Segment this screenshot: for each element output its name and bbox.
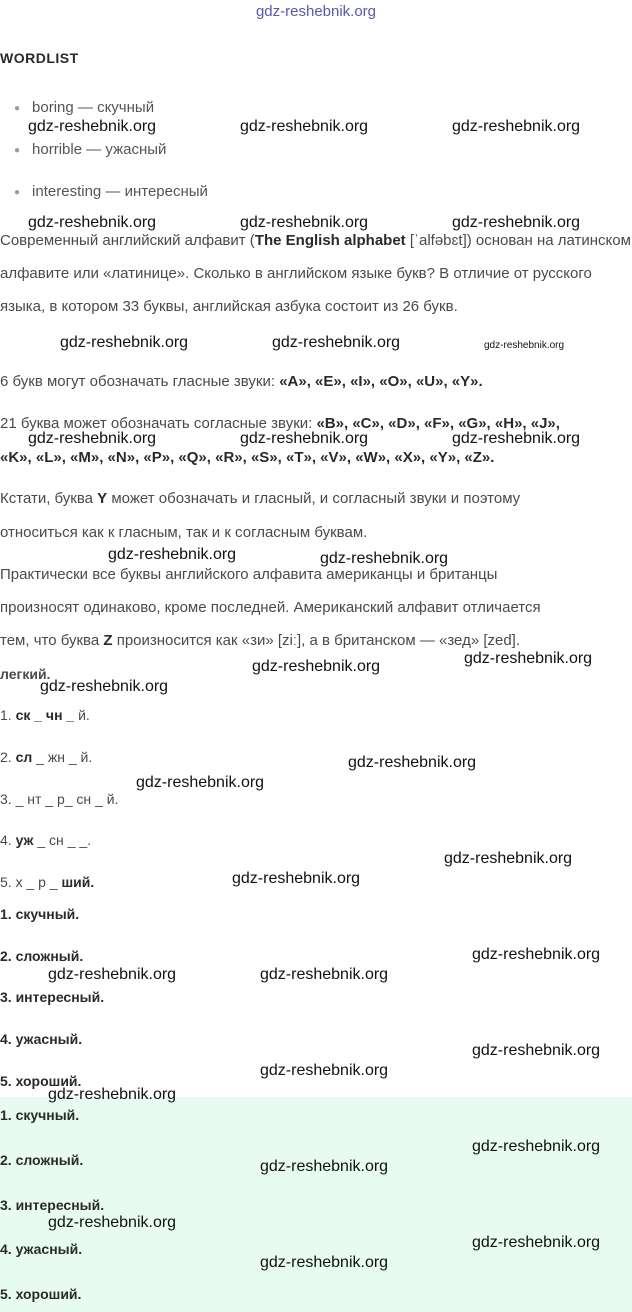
answer-panel-item: 1. скучный. [0, 1107, 80, 1123]
answer-item: 5. хороший. [0, 1073, 82, 1089]
wordlist-heading: WORDLIST [0, 50, 79, 66]
letter-y-line-1: Кстати, буква Y может обозначать и гласный, и согласный звуки и поэтому [0, 490, 521, 507]
exercise-level: легкий. [0, 666, 51, 682]
answer-item: 4. ужасный. [0, 1031, 83, 1047]
watermark: gdz-reshebnik.org [472, 946, 601, 963]
wordlist-item: ● boring — скучный [14, 99, 155, 116]
watermark: gdz-reshebnik.org [484, 340, 565, 351]
answer-panel-item: 5. хороший. [0, 1286, 82, 1302]
american-line-1: Практически все буквы английского алфавита американцы и британцы [0, 566, 498, 583]
watermark: gdz-reshebnik.org [452, 430, 581, 447]
watermark: gdz-reshebnik.org [48, 1214, 177, 1231]
watermark: gdz-reshebnik.org [240, 214, 369, 231]
watermark: gdz-reshebnik.org [232, 870, 361, 887]
watermark: gdz-reshebnik.org [252, 658, 381, 675]
american-line-3: тем, что буква Z произносится как «зи» [ziː], а в британском — «зед» [zed]. [0, 632, 521, 649]
watermark: gdz-reshebnik.org [48, 1086, 177, 1103]
american-line-2: произносят одинаково, кроме последней. Американский алфавит отличается [0, 599, 541, 616]
watermark: gdz-reshebnik.org [320, 550, 449, 567]
watermark: gdz-reshebnik.org [348, 754, 477, 771]
watermark: gdz-reshebnik.org [28, 118, 157, 135]
bullet-icon: ● [14, 144, 21, 156]
watermark: gdz-reshebnik.org [452, 118, 581, 135]
watermark: gdz-reshebnik.org [444, 850, 573, 867]
watermark: gdz-reshebnik.org [108, 546, 237, 563]
bullet-icon: ● [14, 186, 21, 198]
answer-panel-item: 2. сложный. [0, 1152, 84, 1168]
watermark: gdz-reshebnik.org [28, 214, 157, 231]
watermark: gdz-reshebnik.org [272, 334, 401, 351]
watermark: gdz-reshebnik.org [472, 1042, 601, 1059]
watermark: gdz-reshebnik.org [472, 1138, 601, 1155]
watermark: gdz-reshebnik.org [472, 1234, 601, 1251]
watermark: gdz-reshebnik.org [464, 650, 593, 667]
wordlist-item: ● horrible — ужасный [14, 141, 167, 158]
wordlist-item: ● interesting — интересный [14, 183, 208, 200]
exercise-item: 2. сл _ жн _ й. [0, 749, 93, 765]
watermark: gdz-reshebnik.org [240, 430, 369, 447]
watermark: gdz-reshebnik.org [260, 1062, 389, 1079]
watermark: gdz-reshebnik.org [260, 1158, 389, 1175]
exercise-item: 3. _ нт _ р_ сн _ й. [0, 791, 119, 807]
answer-panel-item: 4. ужасный. [0, 1241, 83, 1257]
letter-y-line-2: относиться как к гласным, так и к согласным буквам. [0, 524, 368, 541]
consonants-line-1: 21 буква может обозначать согласные звуки: «B», «C», «D», «F», «G», «H», «J», [0, 415, 560, 432]
exercise-item: 1. ск _ чн _ й. [0, 707, 90, 723]
watermark: gdz-reshebnik.org [260, 1254, 389, 1271]
watermark: gdz-reshebnik.org [260, 966, 389, 983]
top-watermark: gdz-reshebnik.org [255, 3, 377, 20]
watermark: gdz-reshebnik.org [40, 678, 169, 695]
watermark: gdz-reshebnik.org [240, 118, 369, 135]
watermark: gdz-reshebnik.org [60, 334, 189, 351]
bullet-icon: ● [14, 102, 21, 114]
answer-item: 3. интересный. [0, 989, 105, 1005]
answer-item: 2. сложный. [0, 948, 84, 964]
watermark: gdz-reshebnik.org [136, 774, 265, 791]
vowels-line: 6 букв могут обозначать гласные звуки: «A», «E», «I», «O», «U», «Y». [0, 373, 483, 390]
answer-item: 1. скучный. [0, 906, 80, 922]
answer-panel-item: 3. интересный. [0, 1197, 105, 1213]
exercise-item: 5. х _ р _ ший. [0, 874, 95, 890]
consonants-line-2: «K», «L», «M», «N», «P», «Q», «R», «S», «T», «V», «W», «X», «Y», «Z». [0, 449, 495, 466]
watermark: gdz-reshebnik.org [28, 430, 157, 447]
exercise-item: 4. уж _ сн _ _. [0, 832, 92, 848]
watermark: gdz-reshebnik.org [48, 966, 177, 983]
watermark: gdz-reshebnik.org [452, 214, 581, 231]
alphabet-paragraph: Современный английский алфавит (The English alphabet [ˈalfəbɛt]) основан на латинском алфавите или «латинице». Сколько в английском языке букв? В отличие от русского языка, в котором 33 буквы, английская азбука состоит из 26 букв. [0, 232, 631, 315]
